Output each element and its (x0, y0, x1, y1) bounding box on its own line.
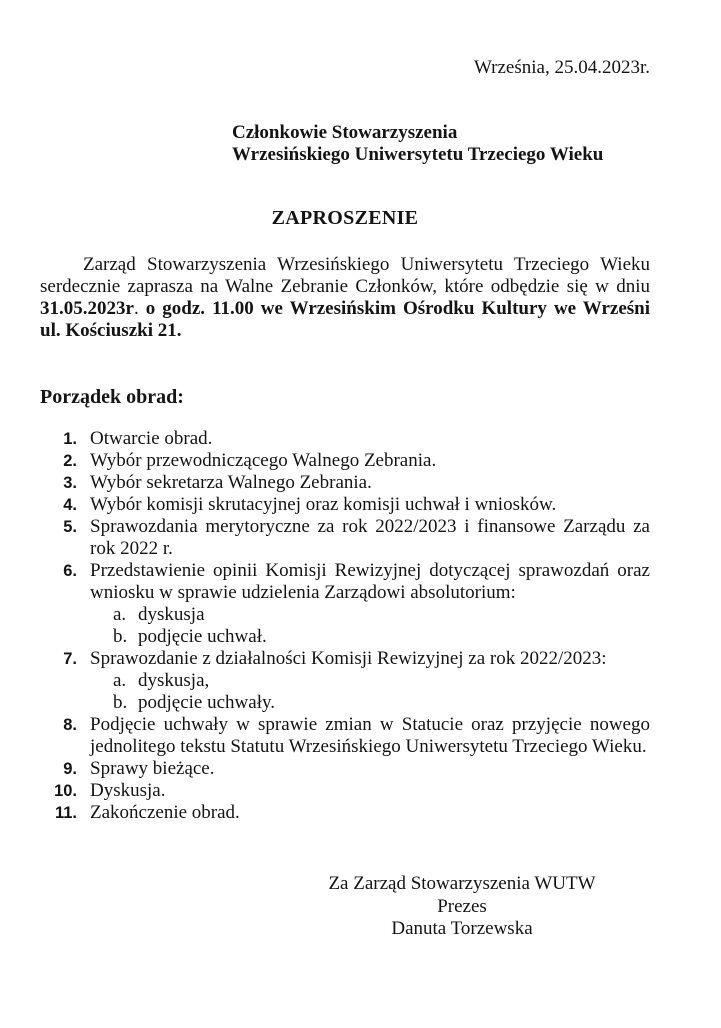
item-text: Wybór sekretarza Walnego Zebrania. (90, 472, 372, 493)
sub-item-text: dyskusja, (138, 670, 210, 691)
intro-segment: . (133, 298, 146, 319)
item-body (90, 802, 650, 824)
list-item (40, 714, 650, 758)
document-title: ZAPROSZENIE (271, 207, 419, 229)
item-body (90, 714, 650, 758)
item-text: Sprawozdanie z działalności Komisji Rewizyjnej za rok 2022/2023: (90, 648, 607, 669)
item-number: 3. (63, 474, 77, 492)
list-item (40, 472, 650, 494)
item-number: 5. (63, 518, 77, 536)
item-text: Przedstawienie opinii Komisji Rewizyjnej dotyczącej sprawozdań oraz wniosku w sprawie udzielenia Zarządowi absolutorium: (90, 560, 650, 603)
item-text: Wybór komisji skrutacyjnej oraz komisji uchwał i wniosków. (90, 494, 557, 515)
item-text: Sprawozdania merytoryczne za rok 2022/2023 i finansowe Zarządu za rok 2022 r. (90, 516, 650, 559)
item-body (90, 758, 650, 780)
sub-item-text: dyskusja (138, 604, 205, 625)
addressee-block (232, 122, 650, 166)
sub-item (113, 692, 650, 714)
item-number: 9. (63, 760, 77, 778)
list-item (40, 494, 650, 516)
dateline: Września, 25.04.2023r. (473, 57, 650, 78)
list-item (40, 560, 650, 648)
item-body (90, 450, 650, 472)
item-number: 8. (63, 716, 77, 734)
sub-item-letter: a. (113, 604, 127, 625)
item-body (90, 428, 650, 450)
item-number: 11. (54, 804, 77, 822)
signature-block (282, 873, 642, 941)
list-item (40, 428, 650, 450)
intro-segment-bold: 31.05.2023r (40, 298, 134, 319)
item-text: Zakończenie obrad. (90, 802, 240, 823)
list-item (40, 450, 650, 472)
list-item (40, 758, 650, 780)
item-number: 10. (54, 782, 77, 800)
item-body (90, 560, 650, 648)
item-body (90, 472, 650, 494)
sub-item-text: podjęcie uchwał. (138, 626, 267, 647)
intro-segment-bold: o godz. 11.00 we Wrzesińskim Ośrodku Kultury we Wrześni ul. Kościuszki 21. (40, 298, 651, 341)
addressee-line-2: Wrzesińskiego Uniwersytetu Trzeciego Wieku (232, 144, 604, 165)
sub-item (113, 604, 650, 626)
signature-role: Prezes (437, 895, 487, 917)
sub-item-text: podjęcie uchwały. (138, 692, 275, 713)
agenda-heading: Porządek obrad: (40, 386, 184, 408)
item-number: 6. (63, 562, 77, 580)
item-body (90, 516, 650, 560)
addressee-line-1: Członkowie Stowarzyszenia (232, 122, 458, 143)
item-text: Podjęcie uchwały w sprawie zmian w Statucie oraz przyjęcie nowego jednolitego tekstu Statutu Wrzesińskiego Uniwersytetu Trzeciego Wieku. (90, 714, 650, 757)
item-number: 1. (63, 430, 77, 448)
sub-item (113, 670, 650, 692)
sub-item-letter: b. (113, 626, 128, 647)
sub-item-letter: a. (113, 670, 127, 691)
list-item (40, 802, 650, 824)
item-text: Otwarcie obrad. (90, 428, 213, 449)
agenda-list (40, 428, 650, 824)
item-text: Sprawy bieżące. (90, 758, 215, 779)
signature-name: Danuta Torzewska (391, 918, 533, 939)
list-item (40, 780, 650, 802)
item-text: Wybór przewodniczącego Walnego Zebrania. (90, 450, 437, 471)
signature-org: Za Zarząd Stowarzyszenia WUTW (328, 873, 596, 894)
item-body (90, 780, 650, 802)
item-number: 4. (63, 496, 77, 514)
item-number: 2. (63, 452, 77, 470)
item-text: Dyskusja. (90, 780, 166, 801)
item-number: 7. (63, 650, 77, 668)
intro-paragraph (40, 254, 650, 342)
sub-item-letter: b. (113, 692, 128, 713)
sub-item (113, 626, 650, 648)
item-body (90, 494, 650, 516)
list-item (40, 648, 650, 714)
intro-segment: Zarząd Stowarzyszenia Wrzesińskiego Uniwersytetu Trzeciego Wieku serdecznie zaprasza na Walne Zebranie Członków, które odbędzie się w dniu (40, 254, 650, 297)
item-body (90, 648, 650, 714)
list-item (40, 516, 650, 560)
